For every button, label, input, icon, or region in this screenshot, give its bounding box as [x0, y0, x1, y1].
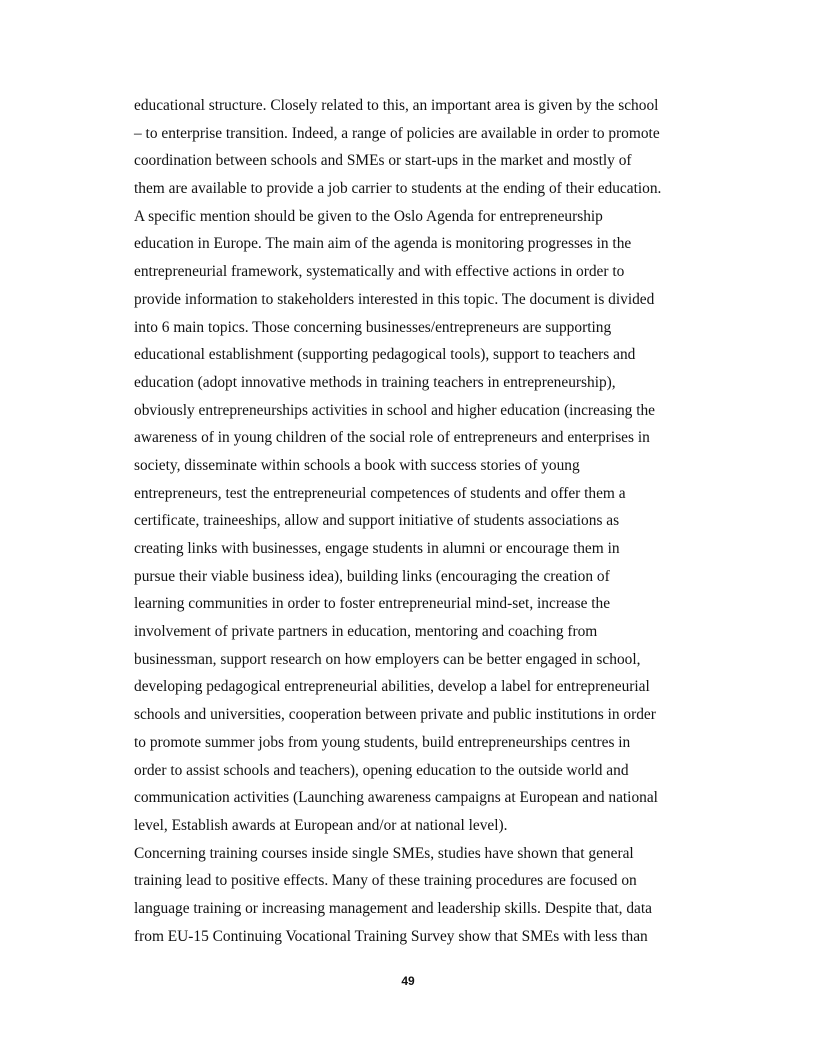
text-line: obviously entrepreneurships activities in school and higher education (increasing the — [134, 401, 655, 419]
text-line: education (adopt innovative methods in training teachers in entrepreneurship), — [134, 373, 616, 391]
text-line: order to assist schools and teachers), opening education to the outside world and — [134, 761, 629, 779]
text-line: from EU-15 Continuing Vocational Training Survey show that SMEs with less than — [134, 927, 648, 945]
text-line: developing pedagogical entrepreneurial abilities, develop a label for entrepreneurial — [134, 678, 650, 696]
text-line: involvement of private partners in education, mentoring and coaching from — [134, 623, 598, 641]
text-line: entrepreneurs, test the entrepreneurial competences of students and offer them a — [134, 484, 626, 502]
text-line: them are available to provide a job carrier to students at the ending of their education. — [134, 180, 662, 198]
text-line: society, disseminate within schools a book with success stories of young — [134, 456, 580, 474]
page-number: 49 — [401, 974, 415, 988]
body-text — [134, 92, 694, 950]
text-line: A specific mention should be given to the Oslo Agenda for entrepreneurship — [134, 207, 603, 225]
text-line: certificate, traineeships, allow and support initiative of students associations as — [134, 512, 620, 530]
text-line: schools and universities, cooperation between private and public institutions in order — [134, 706, 656, 724]
text-line: level, Establish awards at European and/or at national level). — [134, 816, 508, 834]
text-line: creating links with businesses, engage students in alumni or encourage them in — [134, 540, 620, 557]
text-line: entrepreneurial framework, systematically and with effective actions in order to — [134, 263, 625, 281]
text-line: provide information to stakeholders interested in this topic. The document is divided — [134, 290, 655, 308]
text-line: into 6 main topics. Those concerning businesses/entrepreneurs are supporting — [134, 318, 612, 336]
text-line: – to enterprise transition. Indeed, a range of policies are available in order to promote — [134, 124, 660, 142]
text-line: communication activities (Launching awareness campaigns at European and national — [134, 789, 658, 807]
text-line: training lead to positive effects. Many of these training procedures are focused on — [134, 872, 637, 890]
text-line: to promote summer jobs from young students, build entrepreneurships centres in — [134, 733, 631, 751]
text-line: businessman, support research on how employers can be better engaged in school, — [134, 650, 641, 668]
text-line: learning communities in order to foster entrepreneurial mind-set, increase the — [134, 595, 611, 613]
text-line: coordination between schools and SMEs or start-ups in the market and mostly of — [134, 152, 632, 170]
text-line: Concerning training courses inside single SMEs, studies have shown that general — [134, 844, 634, 862]
text-line: education in Europe. The main aim of the agenda is monitoring progresses in the — [134, 235, 632, 253]
text-line: educational structure. Closely related to this, an important area is given by the school — [134, 97, 659, 114]
text-line: language training or increasing management and leadership skills. Despite that, data — [134, 899, 652, 917]
text-line: awareness of in young children of the social role of entrepreneurs and enterprises in — [134, 429, 650, 447]
text-line: pursue their viable business idea), building links (encouraging the creation of — [134, 567, 610, 585]
text-line: educational establishment (supporting pedagogical tools), support to teachers and — [134, 346, 636, 364]
